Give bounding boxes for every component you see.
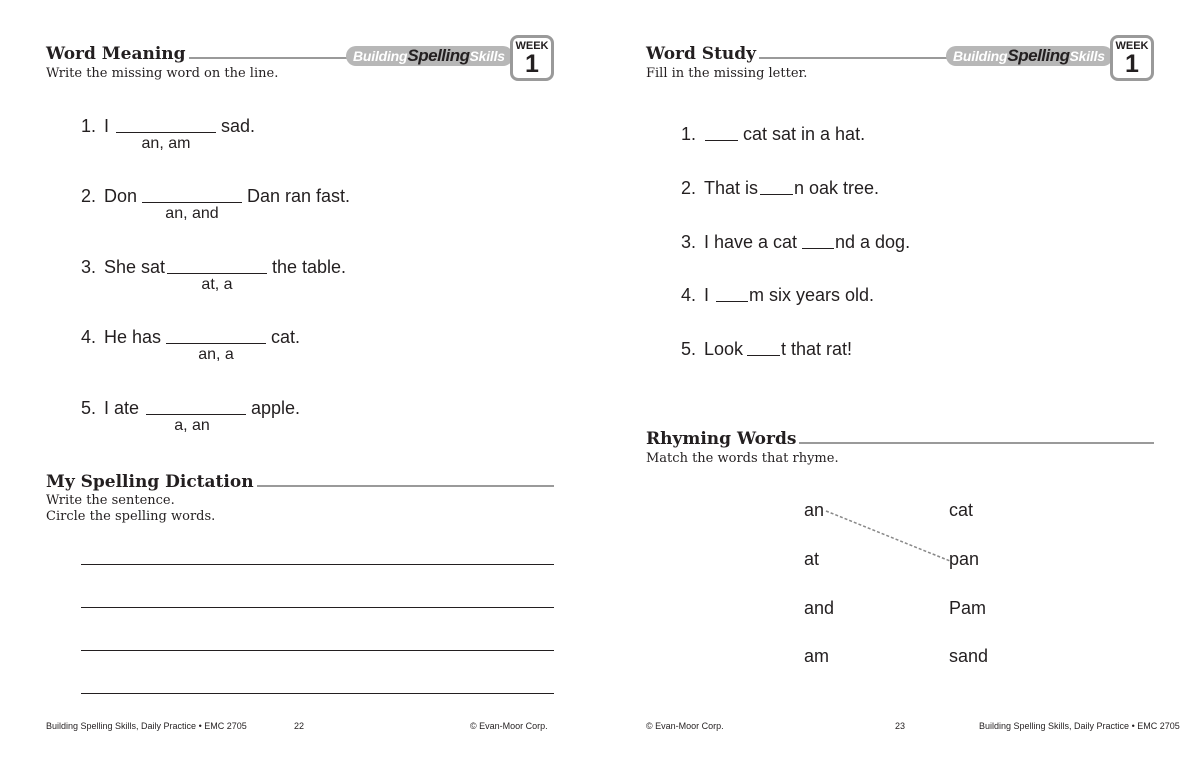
item-text-after: n oak tree. [794, 178, 880, 198]
item-text-after: the table. [272, 257, 347, 277]
answer-blank[interactable] [142, 202, 242, 203]
writing-line[interactable] [81, 650, 554, 651]
right-page [600, 0, 1200, 769]
item-text-after: sad. [221, 116, 256, 136]
item-text-before: I [104, 116, 110, 136]
brand-skills: Skills [1069, 48, 1105, 64]
rhyme-right-word[interactable]: Pam [949, 598, 987, 618]
rhyming-title: Rhyming Words [646, 429, 799, 449]
item-text-after: Dan ran fast. [247, 186, 351, 206]
answer-blank[interactable] [146, 414, 246, 415]
item-number: 2. [80, 186, 96, 206]
writing-line[interactable] [81, 693, 554, 694]
rhyme-left-word[interactable]: at [804, 549, 820, 569]
item-number: 5. [680, 339, 696, 359]
dictation-rule [240, 485, 554, 487]
item-text-before: I ate [104, 398, 140, 418]
item-text-after: nd a dog. [835, 232, 911, 252]
rhyme-left-word[interactable]: an [804, 500, 825, 520]
rhyme-right-word[interactable]: sand [949, 646, 989, 666]
item-number: 1. [680, 124, 696, 144]
word-meaning-instruction: Write the missing word on the line. [46, 66, 279, 81]
week-badge [1110, 35, 1154, 81]
page-number: 23 [895, 721, 906, 731]
item-text-before: Look [704, 339, 744, 359]
answer-blank[interactable] [166, 343, 266, 344]
item-number: 1. [80, 116, 96, 136]
match-line[interactable] [826, 511, 950, 561]
item-number: 4. [680, 285, 696, 305]
word-study-instruction: Fill in the missing letter. [646, 66, 808, 81]
footer-left: Building Spelling Skills, Daily Practice • EMC 2705 [46, 721, 247, 731]
item-text-before: I have a cat [704, 232, 798, 252]
item-text-before: He has [104, 327, 162, 347]
writing-line[interactable] [81, 607, 554, 608]
item-text-after: cat. [271, 327, 301, 347]
rhyme-left-word[interactable]: and [804, 598, 835, 618]
rhyme-right-word[interactable]: cat [949, 500, 974, 520]
item-text-after: t that rat! [781, 339, 853, 359]
week-label: WEEK [515, 40, 549, 52]
week-label: WEEK [1115, 40, 1149, 52]
writing-line[interactable] [81, 564, 554, 565]
item-text-before: I [704, 285, 710, 305]
rhyme-left-word[interactable]: am [804, 646, 830, 666]
word-study-rule [750, 57, 950, 59]
item-number: 3. [80, 257, 96, 277]
item-number: 5. [80, 398, 96, 418]
item-text-after: cat sat in a hat. [743, 124, 866, 144]
item-text-after: apple. [251, 398, 301, 418]
word-choices: a, an [174, 417, 210, 434]
week-badge [510, 35, 554, 81]
page-number: 22 [294, 721, 305, 731]
brand-building: Building [953, 48, 1008, 64]
rhyme-right-word[interactable]: pan [949, 549, 980, 569]
item-text-after: m six years old. [749, 285, 875, 305]
brand-badge [946, 46, 1113, 66]
dictation-title: My Spelling Dictation [46, 472, 257, 492]
footer-right: © Evan-Moor Corp. [470, 721, 548, 731]
brand-spelling: Spelling [1007, 46, 1070, 65]
week-number: 1 [1125, 50, 1139, 78]
answer-blank[interactable] [167, 273, 267, 274]
word-choices: an, a [198, 346, 234, 363]
item-text-before: Don [104, 186, 138, 206]
footer-left: © Evan-Moor Corp. [646, 721, 724, 731]
item-text-before: She sat [104, 257, 166, 277]
footer-right: Building Spelling Skills, Daily Practice • EMC 2705 [979, 721, 1180, 731]
brand-skills: Skills [469, 48, 505, 64]
rhyming-instruction: Match the words that rhyme. [646, 451, 839, 466]
word-choices: at, a [201, 276, 233, 293]
match-line-layer [600, 0, 1200, 769]
answer-blank[interactable] [116, 132, 216, 133]
item-number: 4. [80, 327, 96, 347]
word-study-title: Word Study [646, 44, 759, 64]
item-number: 2. [680, 178, 696, 198]
item-number: 3. [680, 232, 696, 252]
item-text-before: That is [704, 178, 759, 198]
dictation-instruction-2: Circle the spelling words. [46, 509, 216, 524]
word-choices: an, am [141, 135, 191, 152]
word-meaning-title: Word Meaning [46, 44, 189, 64]
brand-building: Building [353, 48, 408, 64]
dictation-instruction-1: Write the sentence. [46, 493, 175, 508]
rhyming-rule [790, 442, 1154, 444]
brand-badge [346, 46, 513, 66]
week-number: 1 [525, 50, 539, 78]
brand-spelling: Spelling [407, 46, 470, 65]
word-choices: an, and [165, 205, 219, 222]
